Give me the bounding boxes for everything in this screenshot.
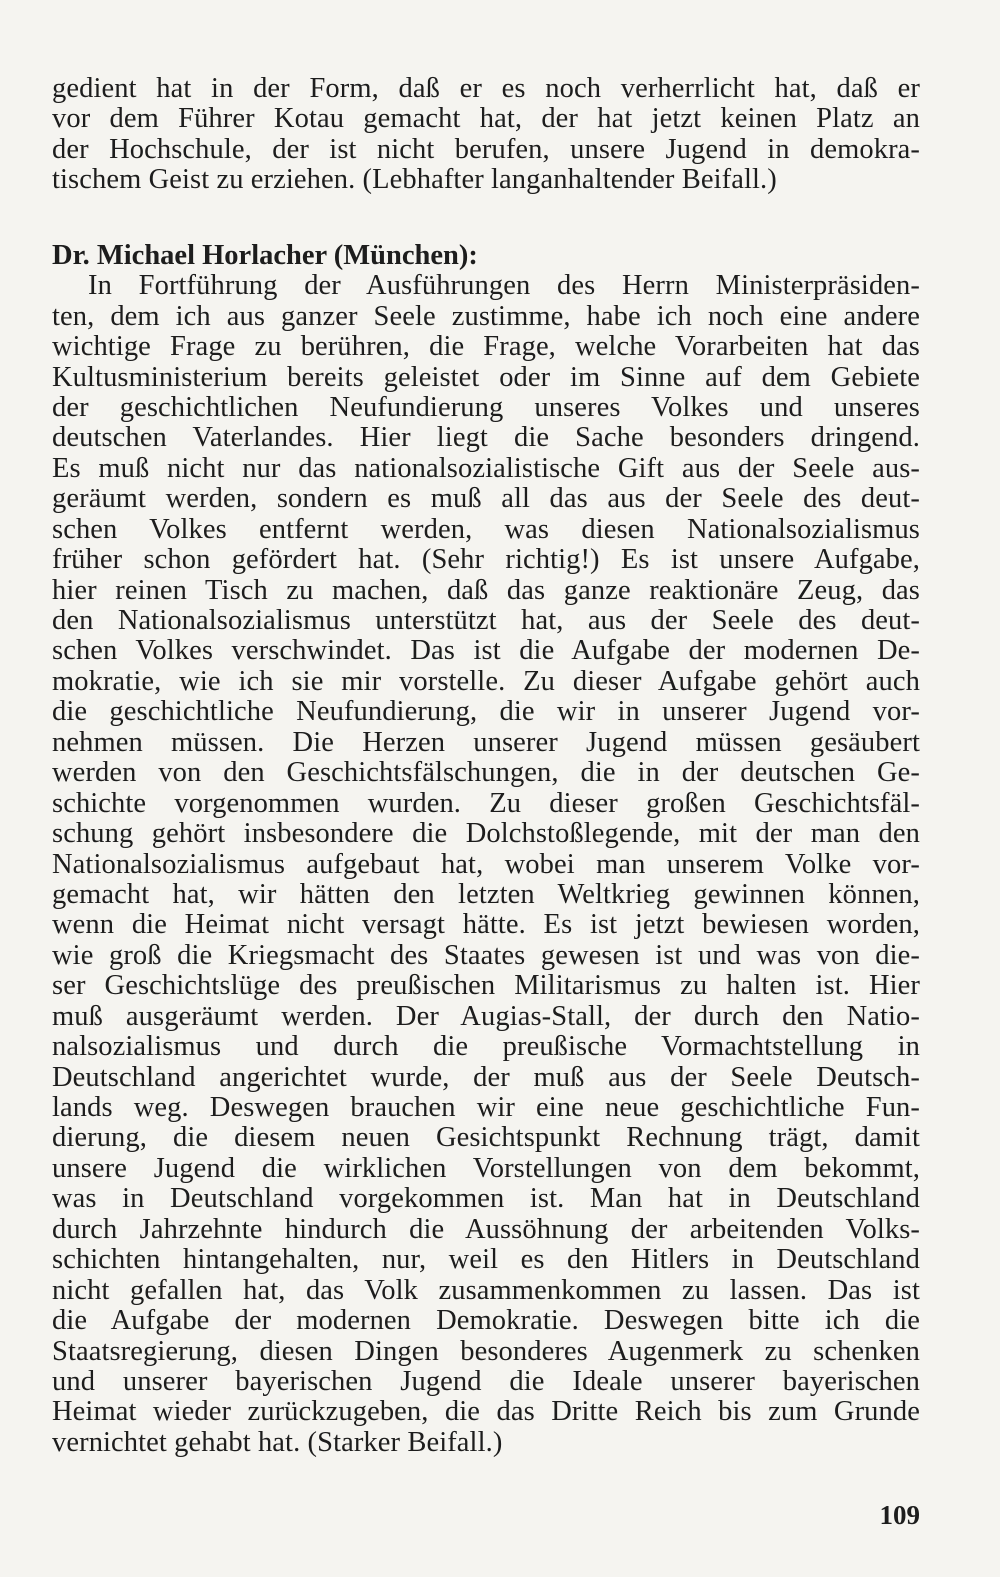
text-line: schen Volkes entfernt werden, was diesen Nationalsozialismus xyxy=(52,513,920,545)
text-line: was in Deutschland vorgekommen ist. Man hat in Deutschland xyxy=(52,1183,920,1215)
text-line: schichten hintangehalten, nur, weil es den Hitlers in Deutschland xyxy=(52,1244,920,1276)
text-line: dierung, die diesem neuen Gesichtspunkt Rechnung trägt, damit xyxy=(52,1122,920,1154)
text-line: Nationalsozialismus aufgebaut hat, wobei man unserem Volke vor- xyxy=(52,848,920,880)
text-line: Es muß nicht nur das nationalsozialistische Gift aus der Seele aus- xyxy=(52,452,920,484)
text-line: und unserer bayerischen Jugend die Ideale unserer bayerischen xyxy=(52,1365,920,1397)
text-line: ser Geschichtslüge des preußischen Militarismus zu halten ist. Hier xyxy=(52,970,920,1002)
text-line: Heimat wieder zurückzugeben, die das Dritte Reich bis zum Grunde xyxy=(52,1396,920,1428)
text-line: nalsozialismus und durch die preußische Vormachtstellung in xyxy=(52,1031,920,1063)
text-line: hier reinen Tisch zu machen, daß das ganze reaktionäre Zeug, das xyxy=(52,574,920,606)
text-line: durch Jahrzehnte hindurch die Aussöhnung der arbeitenden Volks- xyxy=(52,1213,920,1245)
text-line: vernichtet gehabt hat. (Starker Beifall.) xyxy=(52,1426,503,1458)
speaker-heading: Dr. Michael Horlacher (München): xyxy=(52,239,478,271)
text-line: wenn die Heimat nicht versagt hätte. Es ist jetzt bewiesen worden, xyxy=(52,909,920,941)
text-line: den Nationalsozialismus unterstützt hat, aus der Seele des deut- xyxy=(52,605,920,636)
text-line: Staatsregierung, diesen Dingen besonderes Augenmerk zu schenken xyxy=(52,1335,920,1367)
text-line: unsere Jugend die wirklichen Vorstellungen von dem bekommt, xyxy=(52,1152,920,1184)
text-line: deutschen Vaterlandes. Hier liegt die Sache besonders dringend. xyxy=(52,422,920,454)
intro-paragraph xyxy=(52,74,920,196)
text-line: In Fortführung der Ausführungen des Herrn Ministerpräsiden- xyxy=(88,270,920,302)
text-line: gedient hat in der Form, daß er es noch verherrlicht hat, daß er xyxy=(52,73,920,104)
text-line: werden von den Geschichtsfälschungen, die in der deutschen Ge- xyxy=(52,757,920,789)
text-line: schen Volkes verschwindet. Das ist die Aufgabe der modernen De- xyxy=(52,635,920,667)
text-line: geräumt werden, sondern es muß all das aus der Seele des deut- xyxy=(52,483,920,515)
text-line: ten, dem ich aus ganzer Seele zustimme, habe ich noch eine andere xyxy=(52,300,920,332)
text-line: die Aufgabe der modernen Demokratie. Deswegen bitte ich die xyxy=(52,1305,920,1337)
text-line: der Hochschule, der ist nicht berufen, unsere Jugend in demokra- xyxy=(52,133,920,165)
speech-paragraph xyxy=(52,271,920,1458)
text-line: muß ausgeräumt werden. Der Augias-Stall, der durch den Natio- xyxy=(52,1000,920,1032)
page-number: 109 xyxy=(879,1500,920,1530)
text-line: die geschichtliche Neufundierung, die wir in unserer Jugend vor- xyxy=(52,696,920,728)
text-line: früher schon gefördert hat. (Sehr richtig!) Es ist unsere Aufgabe, xyxy=(52,544,920,576)
text-line: Kultusministerium bereits geleistet oder im Sinne auf dem Gebiete xyxy=(52,361,920,393)
text-line: der geschichtlichen Neufundierung unseres Volkes und unseres xyxy=(52,391,920,423)
text-line: gemacht hat, wir hätten den letzten Weltkrieg gewinnen können, xyxy=(52,878,920,910)
text-line: lands weg. Deswegen brauchen wir eine neue geschichtliche Fun- xyxy=(52,1092,920,1123)
text-line: vor dem Führer Kotau gemacht hat, der hat jetzt keinen Platz an xyxy=(52,103,920,135)
text-line: Deutschland angerichtet wurde, der muß aus der Seele Deutsch- xyxy=(52,1061,920,1093)
text-line: schung gehört insbesondere die Dolchstoßlegende, mit der man den xyxy=(52,818,920,850)
text-line: schichte vorgenommen wurden. Zu dieser großen Geschichtsfäl- xyxy=(52,787,920,819)
text-line: wie groß die Kriegsmacht des Staates gewesen ist und was von die- xyxy=(52,939,920,971)
text-line: tischem Geist zu erziehen. (Lebhafter langanhaltender Beifall.) xyxy=(52,164,777,196)
text-line: wichtige Frage zu berühren, die Frage, welche Vorarbeiten hat das xyxy=(52,331,920,363)
text-line: mokratie, wie ich sie mir vorstelle. Zu dieser Aufgabe gehört auch xyxy=(52,665,920,697)
text-line: nehmen müssen. Die Herzen unserer Jugend müssen gesäubert xyxy=(52,726,920,758)
text-line: nicht gefallen hat, das Volk zusammenkommen zu lassen. Das ist xyxy=(52,1274,920,1306)
